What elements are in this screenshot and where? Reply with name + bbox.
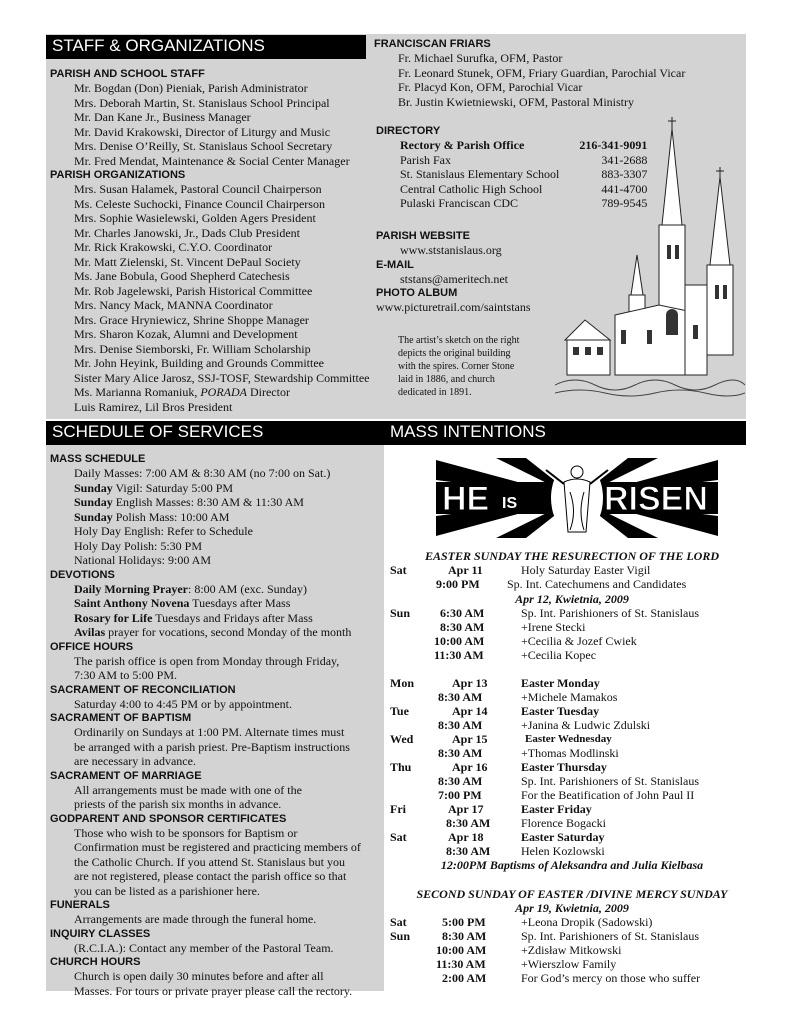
intention-day: Sun [390, 606, 411, 620]
devotion-name: Daily Morning Prayer [74, 581, 188, 596]
devotion-name: Rosary for Life [74, 610, 153, 625]
staff-item: Mrs. Denise O’Reilly, St. Stanislaus School Secretary [74, 139, 333, 153]
directory-phone: 341-2688 [601, 152, 648, 167]
devotion-name: Saint Anthony Novena [74, 596, 190, 610]
website-title: PARISH WEBSITE [376, 230, 470, 242]
intention-time: 10:00 AM [436, 943, 487, 957]
intention-date: Apr 17 [448, 802, 484, 816]
banner-is: IS [502, 495, 518, 512]
intention-text: +Zdisław Mitkowski [521, 943, 622, 957]
intention-text: +Leona Dropik (Sadowski) [521, 915, 653, 929]
intention-day: Fri [390, 802, 406, 816]
godparent-line: Those who wish to be sponsors for Baptism or [74, 825, 298, 840]
org-item: Sister Mary Alice Jarosz, SSJ-TOSF, Stewardship Committee [74, 370, 370, 385]
he-is-risen-banner [436, 458, 718, 538]
baptism-line: are necessary in advance. [74, 754, 196, 768]
intention-day: Tue [390, 704, 409, 718]
office-line: 7:30 AM to 5:00 PM. [74, 668, 178, 682]
caption-line: laid in 1886, and church [398, 374, 495, 385]
banner-risen: RISEN [604, 480, 708, 518]
intention-time: 10:00 AM [434, 634, 485, 648]
intention-day: Mon [390, 676, 414, 690]
inquiry-title: INQUIRY CLASSES [50, 927, 151, 940]
intention-time: 8:30 AM [442, 929, 487, 943]
org-item: Mr. John Heyink, Building and Grounds Committee [74, 356, 324, 370]
sketch-caption [398, 334, 519, 399]
godparent-title: GODPARENT AND SPONSOR CERTIFICATES [50, 812, 287, 825]
intention-text: Florence Bogacki [521, 816, 606, 830]
inquiry-line: (R.C.I.A.): Contact any member of the Pastoral Team. [74, 940, 334, 955]
intention-text: For the Beatification of John Paul II [521, 788, 695, 802]
devotions-title: DEVOTIONS [50, 568, 115, 581]
intention-text: Helen Kozlowski [521, 844, 605, 858]
intention-time: 11:30 AM [434, 648, 484, 662]
intention-title: Easter Saturday [521, 830, 605, 844]
schedule-item [50, 481, 384, 496]
mass-schedule-title: MASS SCHEDULE [50, 453, 146, 465]
intention-title: Easter Tuesday [521, 704, 600, 718]
caption-line: with the spires. Corner Stone [398, 361, 515, 372]
intention-text: +Irene Stecki [521, 620, 586, 634]
schedule-item: Daily Masses: 7:00 AM & 8:30 AM (no 7:00 on Sat.) [74, 466, 331, 480]
godparent-line: are not registered, please contact the parish office so that [74, 869, 347, 883]
intention-time: 8:30 AM [438, 774, 483, 788]
intention-time: 8:30 AM [446, 844, 491, 858]
directory-title: DIRECTORY [376, 125, 441, 137]
reconciliation-line: Saturday 4:00 to 4:45 PM or by appointment. [74, 696, 292, 711]
directory-phone: 216-341-9091 [579, 138, 648, 152]
caption-line: depicts the original building [398, 348, 511, 359]
office-line: The parish office is open from Monday through Friday, [74, 653, 340, 668]
intention-day: Thu [390, 760, 412, 774]
staff-item: Mr. Bogdan (Don) Pieniak, Parish Administrator [74, 81, 308, 95]
devotion-item [50, 582, 384, 597]
parish-school-title: PARISH AND SCHOOL STAFF [50, 68, 205, 80]
church-hours-line: Masses. For tours or private prayer please call the rectory. [74, 983, 353, 998]
church-hours-title: CHURCH HOURS [50, 956, 141, 968]
intention-text: Sp. Int. Parishioners of St. Stanislaus [521, 929, 700, 943]
church-sketch-image [555, 115, 745, 405]
godparent-line: Confirmation must be registered and practicing members of [74, 840, 361, 854]
org-item: Mrs. Nancy Mack, MANNA Coordinator [74, 298, 273, 312]
marriage-line: All arrangements must be made with one of the [74, 782, 302, 797]
album-title: PHOTO ALBUM [376, 287, 458, 299]
office-hours-title: OFFICE HOURS [50, 640, 134, 653]
parish-orgs-title: PARISH ORGANIZATIONS [50, 169, 186, 181]
org-item: Mrs. Denise Siemborski, Fr. William Scholarship [74, 341, 311, 356]
directory-phone: 883-3307 [601, 167, 648, 181]
baptism-line: be arranged with a parish priest. Pre-Baptism instructions [74, 739, 350, 754]
easter-title: EASTER SUNDAY THE RESURECTION OF THE LORD [424, 549, 720, 563]
intention-date: Apr 18 [448, 830, 484, 844]
schedule-text: Polish Mass: 10:00 AM [112, 509, 230, 524]
intention-day: Wed [390, 732, 414, 746]
intention-time: 9:00 PM [436, 577, 480, 591]
friar-item: Fr. Michael Surufka, OFM, Pastor [398, 51, 563, 65]
email-link[interactable]: ststans@ameritech.net [400, 271, 509, 286]
schedule-item [50, 495, 384, 510]
staff-item: Mr. Dan Kane Jr., Business Manager [74, 110, 251, 124]
godparent-line: you can be listed as a parishioner here. [74, 883, 260, 898]
marriage-line: priests of the parish six months in advance. [74, 797, 282, 811]
intention-time: 8:30 AM [438, 746, 483, 760]
devotion-text: Tuesdays and Fridays after Mass [152, 610, 313, 625]
intention-time: 8:30 AM [438, 690, 483, 704]
intention-text: +Wierszlow Family [521, 957, 617, 971]
org-item: Ms. Jane Bobula, Good Shepherd Catechesis [74, 269, 290, 283]
intention-time: 8:30 AM [446, 816, 491, 830]
schedule-text: English Masses: 8:30 AM & 11:30 AM [112, 495, 304, 509]
intention-date: Apr 13 [452, 676, 488, 690]
intention-date: Apr 16 [452, 760, 488, 774]
intention-time: 7:00 PM [438, 788, 482, 802]
schedule-item: Holy Day Polish: 5:30 PM [74, 538, 203, 553]
directory-name: Rectory & Parish Office [400, 138, 525, 152]
schedule-text: Vigil: Saturday 5:00 PM [112, 480, 234, 495]
schedule-item: Holy Day English: Refer to Schedule [74, 524, 253, 538]
intention-title: Easter Thursday [521, 760, 607, 774]
org-item: Mrs. Susan Halamek, Pastoral Council Chairperson [74, 182, 322, 196]
org-item [50, 385, 380, 400]
sunday-label: Sunday [74, 495, 113, 509]
intention-title: Easter Friday [521, 802, 592, 816]
church-hours-line: Church is open daily 30 minutes before and after all [74, 969, 324, 983]
intention-day: Sun [390, 929, 411, 943]
staff-item: Mr. David Krakowski, Director of Liturgy and Music [74, 124, 331, 139]
intention-day: Sat [390, 563, 407, 577]
intention-text: +Cecilia Kopec [521, 648, 597, 662]
intention-date: Apr 15 [452, 732, 488, 746]
schedule-item [50, 510, 384, 525]
porada-title: PORADA [200, 385, 247, 399]
org-item: Mr. Matt Zielenski, St. Vincent DePaul Society [74, 254, 301, 269]
staff-content [50, 67, 380, 414]
risen-christ-icon [546, 460, 608, 536]
funerals-line: Arrangements are made through the funeral home. [74, 912, 317, 926]
friar-item: Br. Justin Kwietniewski, OFM, Pastoral Ministry [398, 94, 635, 109]
polish-date: Apr 19, Kwietnia, 2009 [515, 901, 629, 915]
friar-item: Fr. Placyd Kon, OFM, Parochial Vicar [398, 80, 583, 94]
org-item: Mr. Charles Janowski, Jr., Dads Club President [74, 225, 300, 240]
baptisms-note: 12:00PM Baptisms of Aleksandra and Julia Kielbasa [440, 858, 704, 872]
intention-time: 6:30 AM [440, 606, 485, 620]
friars-section [374, 37, 685, 109]
staff-item: Mrs. Deborah Martin, St. Stanislaus School Principal [74, 95, 330, 110]
directory-name: Central Catholic High School [400, 181, 543, 196]
intentions-header: MASS INTENTIONS [384, 421, 746, 445]
devotion-text: Tuesdays after Mass [189, 596, 291, 610]
intention-text: Sp. Int. Catechumens and Candidates [507, 577, 687, 591]
devotion-item [50, 625, 384, 640]
directory-name: Pulaski Franciscan CDC [400, 196, 518, 210]
caption-line: dedicated in 1891. [398, 387, 472, 398]
staff-header: STAFF & ORGANIZATIONS [46, 35, 366, 59]
email-title: E-MAIL [376, 258, 414, 271]
sunday-label: Sunday [74, 509, 113, 524]
baptism-title: SACRAMENT OF BAPTISM [50, 712, 192, 724]
devotion-name: Avilas [74, 625, 106, 639]
schedule-content [50, 452, 384, 998]
banner-he: HE [442, 480, 490, 518]
directory-name: Parish Fax [400, 152, 451, 167]
website-link[interactable]: www.ststanislaus.org [400, 243, 502, 257]
intention-time: 8:30 AM [440, 620, 485, 634]
intention-text: +Janina & Ludwic Zdulski [521, 718, 651, 732]
devotion-text: : 8:00 AM (exc. Sunday) [187, 581, 307, 596]
intention-time: 11:30 AM [436, 957, 486, 971]
staff-item: Mr. Fred Mendat, Maintenance & Social Center Manager [74, 153, 350, 168]
baptism-line: Ordinarily on Sundays at 1:00 PM. Alternate times must [74, 725, 345, 739]
intention-date: Apr 14 [452, 704, 488, 718]
org-item: Luis Ramirez, Lil Bros President [74, 399, 233, 414]
intention-day: Sat [390, 830, 407, 844]
sunday-label: Sunday [74, 480, 113, 495]
intention-text: Sp. Int. Parishioners of St. Stanislaus [521, 606, 700, 620]
friars-title: FRANCISCAN FRIARS [374, 38, 491, 50]
org-item: Mr. Rob Jagelewski, Parish Historical Committee [74, 283, 313, 298]
romaniuk-pre: Ms. Marianna Romaniuk, [74, 385, 201, 399]
intention-text: Sp. Int. Parishioners of St. Stanislaus [521, 774, 700, 788]
funerals-title: FUNERALS [50, 899, 110, 911]
intention-text: Holy Saturday Easter Vigil [521, 563, 651, 577]
intention-title: Easter Wednesday [525, 733, 612, 745]
polish-date: Apr 12, Kwietnia, 2009 [515, 592, 629, 606]
intention-text: +Thomas Modlinski [521, 746, 619, 760]
devotion-item [50, 611, 384, 626]
devotion-text: prayer for vocations, second Monday of the month [105, 625, 352, 639]
schedule-item: National Holidays: 9:00 AM [74, 553, 211, 567]
intention-text: For God’s mercy on those who suffer [521, 971, 701, 985]
godparent-line: the Catholic Church. If you attend St. Stanislaus but you [74, 854, 345, 869]
intention-time: 5:00 PM [442, 915, 486, 929]
schedule-header: SCHEDULE OF SERVICES [46, 421, 384, 445]
contact-section [376, 229, 531, 315]
org-item: Mrs. Grace Hryniewicz, Shrine Shoppe Manager [74, 312, 309, 327]
intention-title: Easter Monday [521, 676, 600, 690]
org-item: Mrs. Sharon Kozak, Alumni and Development [74, 327, 298, 341]
intention-text: +Cecilia & Jozef Cwiek [521, 634, 637, 648]
album-link[interactable]: www.picturetrail.com/saintstans [376, 300, 531, 314]
reconciliation-title: SACRAMENT OF RECONCILIATION [50, 683, 236, 696]
org-item: Mrs. Sophie Wasielewski, Golden Agers President [74, 211, 316, 225]
intention-text: +Michele Mamakos [521, 690, 618, 704]
org-item: Ms. Celeste Suchocki, Finance Council Chairperson [74, 196, 325, 211]
friar-item: Fr. Leonard Stunek, OFM, Friary Guardian, Parochial Vicar [398, 65, 686, 80]
romaniuk-post: Director [246, 385, 290, 399]
directory-phone: 441-4700 [601, 181, 648, 196]
second-sunday-title: SECOND SUNDAY OF EASTER /DIVINE MERCY SUNDAY [416, 887, 728, 901]
intention-time: 8:30 AM [438, 718, 483, 732]
devotion-item [50, 596, 384, 611]
org-item: Mr. Rick Krakowski, C.Y.O. Coordinator [74, 240, 273, 254]
caption-line: The artist’s sketch on the right [398, 335, 520, 346]
directory-phone: 789-9545 [601, 196, 648, 210]
directory-name: St. Stanislaus Elementary School [400, 167, 560, 181]
intention-date: Apr 11 [448, 563, 483, 577]
intention-day: Sat [390, 915, 407, 929]
intention-time: 2:00 AM [442, 971, 487, 985]
marriage-title: SACRAMENT OF MARRIAGE [50, 769, 202, 782]
